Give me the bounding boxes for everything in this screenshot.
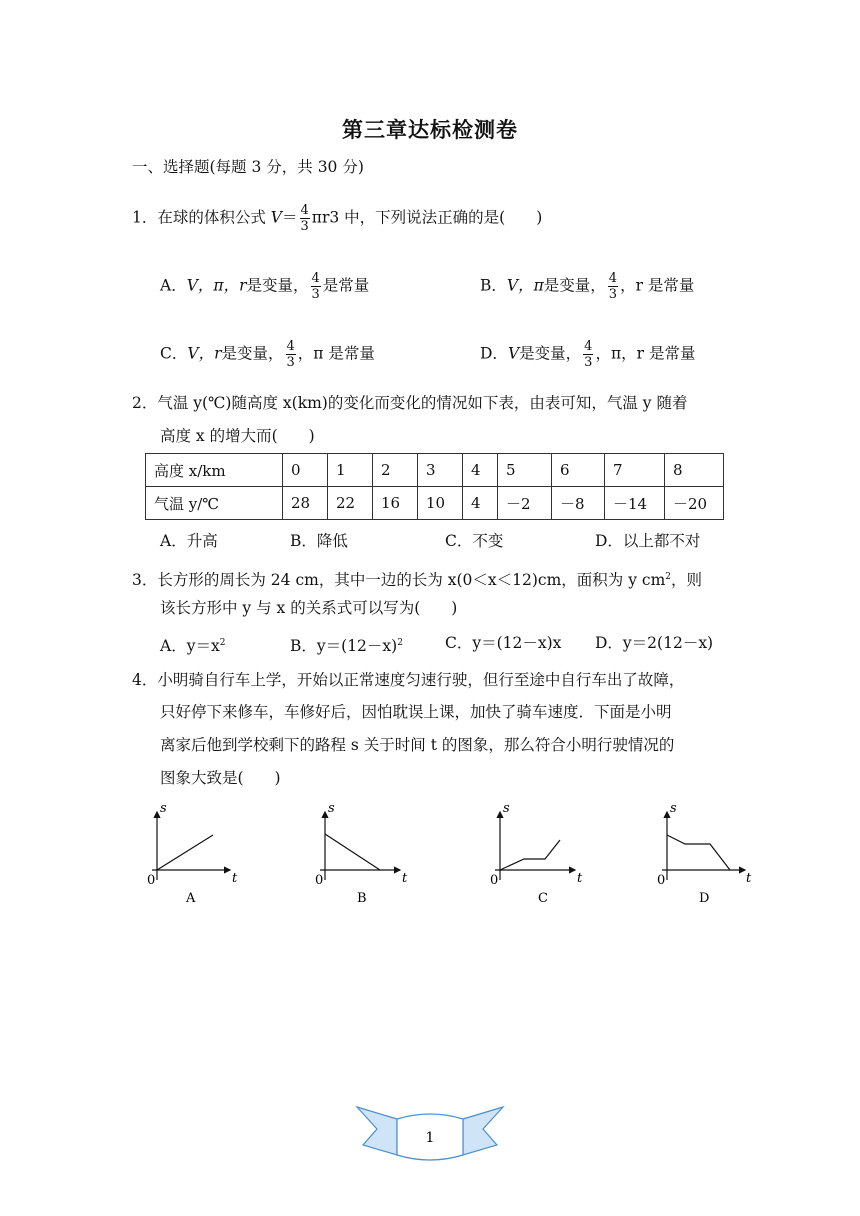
ribbon-right-tail [463, 1107, 503, 1155]
origin-label: 0 [490, 873, 499, 888]
table-cell: 2 [373, 454, 418, 487]
graph-d[interactable] [662, 812, 745, 880]
q2-option-b[interactable]: B．降低 [290, 532, 348, 550]
axis-label-t: t [402, 871, 408, 886]
q3-text: 3．长方形的周长为 24 cm，其中一边的长为 x(0＜x＜12)cm，面积为 y cm [132, 571, 666, 590]
question-4-line-1: 4．小明骑自行车上学，开始以正常速度匀速行驶，但行至途中自行车出了故障， [132, 671, 685, 689]
option-vars: V，π，r [186, 276, 247, 295]
question-4-line-2: 只好停下来修车，车修好后，因怕耽误上课，加快了骑车速度．下面是小明 [160, 703, 672, 721]
option-vars: V，r [187, 344, 222, 363]
option-fraction [608, 271, 618, 302]
graph-a[interactable] [152, 812, 230, 880]
q3-option-d[interactable]: D．y＝2(12－x) [595, 634, 714, 652]
q1-var-v: V [270, 208, 282, 227]
option-letter: B． [480, 276, 507, 295]
q1-text-end: πr3 中，下列说法正确的是( ) [311, 208, 543, 227]
graph-line [500, 840, 560, 870]
option-letter: C． [160, 344, 188, 363]
option-fraction [583, 339, 593, 370]
option-text-end: 是常量 [322, 276, 370, 295]
table-cell: 5 [498, 454, 552, 487]
q3-option-c[interactable]: C．y＝(12－x)x [445, 634, 562, 652]
option-vars: V，π [506, 276, 544, 295]
fraction-denominator: 3 [311, 287, 320, 302]
fraction-denominator: 3 [286, 355, 295, 370]
section-heading: 一、选择题(每题 3 分，共 30 分) [132, 158, 364, 176]
q2-option-c[interactable]: C．不变 [445, 532, 504, 550]
table-row [146, 454, 724, 487]
q1-text: 1．在球的体积公式 [132, 208, 271, 227]
option-text: 是变量， [246, 276, 309, 295]
fraction-numerator: 4 [286, 339, 295, 354]
q1-option-a[interactable] [160, 271, 369, 302]
q3-superscript: 2 [665, 572, 672, 582]
q2-option-d[interactable]: D．以上都不对 [595, 532, 701, 550]
origin-label: 0 [657, 873, 666, 888]
table-cell: 4 [463, 454, 498, 487]
option-fraction [311, 271, 321, 302]
option-text: B．y＝(12－x) [290, 637, 398, 656]
q3-text-end: ，则 [671, 571, 703, 590]
q3-option-a[interactable] [160, 632, 225, 657]
option-letter: A． [160, 276, 187, 295]
table-cell: 28 [283, 487, 328, 520]
axis-label-t: t [746, 871, 752, 886]
graph-line [325, 834, 380, 870]
option-text: 是变量， [543, 276, 606, 295]
table-row [146, 487, 724, 520]
table-cell: －14 [605, 487, 665, 520]
table-cell: 8 [665, 454, 724, 487]
axis-label-s: s [503, 801, 510, 816]
page-number-ribbon [355, 1105, 505, 1167]
q1-option-d[interactable] [480, 339, 695, 370]
graph-line [667, 835, 730, 870]
table-header-cell: 气温 y/℃ [146, 487, 283, 520]
option-vars: V [507, 344, 520, 363]
question-2-line-1: 2．气温 y(℃)随高度 x(km)的变化而变化的情况如下表，由表可知，气温 y 随着 [132, 394, 688, 412]
table-cell: 3 [418, 454, 463, 487]
fraction-denominator: 3 [608, 287, 618, 302]
axis-label-s: s [328, 801, 335, 816]
fraction-numerator: 4 [300, 203, 309, 218]
option-letter: D． [480, 344, 508, 363]
table-header-cell: 高度 x/km [146, 454, 283, 487]
q1-fraction [300, 203, 310, 234]
graph-c[interactable] [495, 812, 575, 880]
option-text-end: ，π 是常量 [297, 344, 375, 363]
question-2-line-2: 高度 x 的增大而( ) [160, 427, 315, 445]
ribbon-left-tail [357, 1107, 397, 1155]
fraction-numerator: 4 [584, 339, 593, 354]
option-text: A．y＝x [160, 637, 220, 656]
origin-label: 0 [147, 873, 156, 888]
option-graphs [140, 800, 760, 910]
option-superscript: 2 [219, 638, 226, 648]
option-text: 是变量， [519, 344, 582, 363]
table-cell: 7 [605, 454, 665, 487]
table-cell: －2 [498, 487, 552, 520]
question-1-stem [132, 203, 542, 234]
table-cell: 1 [328, 454, 373, 487]
page-title: 第三章达标检测卷 [342, 117, 518, 142]
fraction-numerator: 4 [608, 271, 618, 286]
table-cell: 16 [373, 487, 418, 520]
table-cell: 4 [463, 487, 498, 520]
q2-option-a[interactable]: A．升高 [160, 532, 218, 550]
question-4-line-4: 图象大致是( ) [160, 769, 281, 787]
page-number: 1 [425, 1130, 435, 1146]
table-cell: 22 [328, 487, 373, 520]
axis-label-s: s [670, 801, 677, 816]
question-3-line-1 [132, 566, 702, 591]
question-4-line-3: 离家后他到学校剩下的路程 s 关于时间 t 的图象，那么符合小明行驶情况的 [160, 736, 675, 754]
q1-option-b[interactable] [480, 271, 694, 302]
graph-b[interactable] [320, 812, 400, 880]
q1-eq: ＝ [282, 208, 298, 227]
axis-label-t: t [232, 871, 238, 886]
fraction-denominator: 3 [300, 219, 309, 234]
fraction-numerator: 4 [311, 271, 320, 286]
origin-label: 0 [315, 873, 324, 888]
option-text-end: ，r 是常量 [620, 276, 695, 295]
option-superscript: 2 [397, 638, 403, 648]
data-table [145, 453, 724, 520]
graph-label: A [186, 891, 196, 906]
option-text: 是变量， [221, 344, 284, 363]
option-text-end: ，π，r 是常量 [595, 344, 696, 363]
table-cell: －8 [552, 487, 605, 520]
axis-label-s: s [160, 801, 167, 816]
table-cell: 10 [418, 487, 463, 520]
graph-line [157, 835, 213, 870]
table-cell: 6 [552, 454, 605, 487]
fraction-denominator: 3 [584, 355, 593, 370]
table-cell: －20 [665, 487, 724, 520]
axis-label-t: t [577, 871, 583, 886]
graph-label: D [699, 891, 710, 906]
graph-label: B [357, 891, 367, 906]
option-fraction [286, 339, 296, 370]
table-cell: 0 [283, 454, 328, 487]
q3-option-b[interactable] [290, 632, 403, 657]
q1-option-c[interactable] [160, 339, 375, 370]
graph-label: C [538, 891, 548, 906]
question-3-line-2: 该长方形中 y 与 x 的关系式可以写为( ) [160, 599, 458, 617]
